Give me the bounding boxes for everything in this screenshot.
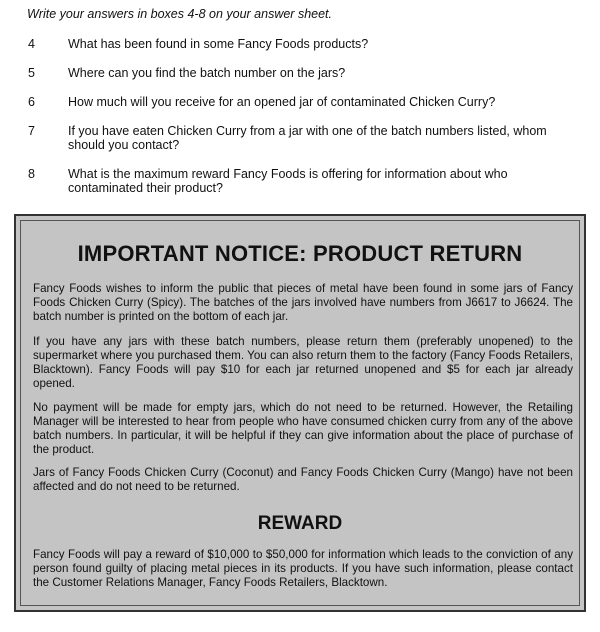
question-text: How much will you receive for an opened jar of contaminated Chicken Curry?	[68, 95, 496, 109]
question-text: What has been found in some Fancy Foods products?	[68, 37, 369, 51]
product-return-notice	[14, 214, 586, 612]
question-number: 8	[28, 167, 35, 181]
question-number: 4	[28, 37, 35, 51]
question-text: Where can you find the batch number on the jars?	[68, 66, 346, 80]
notice-title: IMPORTANT NOTICE: PRODUCT RETURN	[77, 241, 523, 266]
question-number: 5	[28, 66, 35, 80]
reward-title: REWARD	[257, 513, 343, 534]
question-number: 6	[28, 95, 35, 109]
question-text: If you have eaten Chicken Curry from a jar with one of the batch numbers listed, whom should you contact?	[68, 124, 547, 152]
notice-paragraph: Fancy Foods wishes to inform the public that pieces of metal have been found in some jars of Fancy Foods Chicken Curry (Spicy). The batches of the jars involved have numbers from J6617 to J6624. The batch number is printed on the bottom of each jar.	[33, 282, 573, 323]
notice-inner-frame	[20, 220, 580, 606]
notice-paragraph: No payment will be made for empty jars, which do not need to be returned. However, the Retailing Manager will be interested to hear from people who have consumed chicken curry from any of the above batch numbers. In particular, it will be helpful if they can give information about the place of purchase of the product.	[33, 401, 573, 456]
notice-paragraph: If you have any jars with these batch numbers, please return them (preferably unopened) to the supermarket where you purchased them. You can also return them to the factory (Fancy Foods Retailers, Blacktown). Fancy Foods will pay $10 for each jar returned unopened and $5 for each jar already opened.	[33, 335, 573, 390]
reward-paragraph: Fancy Foods will pay a reward of $10,000 to $50,000 for information which leads to the conviction of any person found guilty of placing metal pieces in its products. If you have such information, please contact the Customer Relations Manager, Fancy Foods Retailers, Blacktown.	[33, 548, 573, 589]
question-text: What is the maximum reward Fancy Foods is offering for information about who contaminated their product?	[68, 167, 508, 195]
notice-paragraph: Jars of Fancy Foods Chicken Curry (Coconut) and Fancy Foods Chicken Curry (Mango) have not been affected and do not need to be returned.	[33, 466, 573, 493]
instruction-text: Write your answers in boxes 4-8 on your answer sheet.	[27, 7, 332, 21]
question-number: 7	[28, 124, 35, 138]
